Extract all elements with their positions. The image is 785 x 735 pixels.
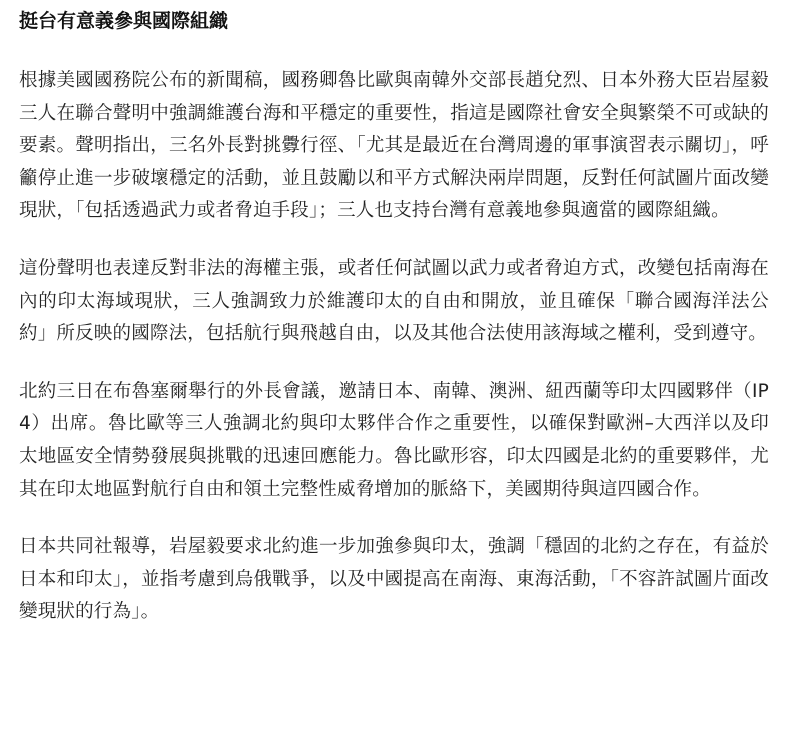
- article-paragraph-2: 這份聲明也表達反對非法的海權主張，或者任何試圖以武力或者脅迫方式，改變包括南海在內的印太海域現狀，三人強調致力於維護印太的自由和開放，並且確保「聯合國海洋法公約」所反映的國際法，包括航行與飛越自由，以及其他合法使用該海域之權利，受到遵守。: [19, 257, 769, 345]
- article-paragraph-4: 日本共同社報導，岩屋毅要求北約進一步加強參與印太，強調「穩固的北約之存在，有益於日本和印太」，並指考慮到烏俄戰爭，以及中國提高在南海、東海活動，「不容許試圖片面改變現狀的行為」。: [19, 536, 769, 623]
- article-paragraph-1: 根據美國國務院公布的新聞稿，國務卿魯比歐與南韓外交部長趙兌烈、日本外務大臣岩屋毅三人在聯合聲明中強調維護台海和平穩定的重要性，指這是國際社會安全與繁榮不可或缺的要素。聲明指出，三名外長對挑釁行徑、「尤其是最近在台灣周邊的軍事演習表示關切」，呼籲停止進一步破壞穩定的活動，並且鼓勵以和平方式解決兩岸問題，反對任何試圖片面改變現狀，「包括透過武力或者脅迫手段」；三人也支持台灣有意義地參與適當的國際組織。: [19, 70, 769, 222]
- article-paragraph-3: 北約三日在布魯塞爾舉行的外長會議，邀請日本、南韓、澳洲、紐西蘭等印太四國夥伴（IP4）出席。魯比歐等三人強調北約與印太夥伴合作之重要性，以確保對歐洲–大西洋以及印太地區安全情勢發展與挑戰的迅速回應能力。魯比歐形容，印太四國是北約的重要夥伴，尤其在印太地區對航行自由和領土完整性威脅增加的脈絡下，美國期待與這四國合作。: [19, 380, 769, 500]
- article-headline: 挺台有意義參與國際組織: [19, 10, 229, 32]
